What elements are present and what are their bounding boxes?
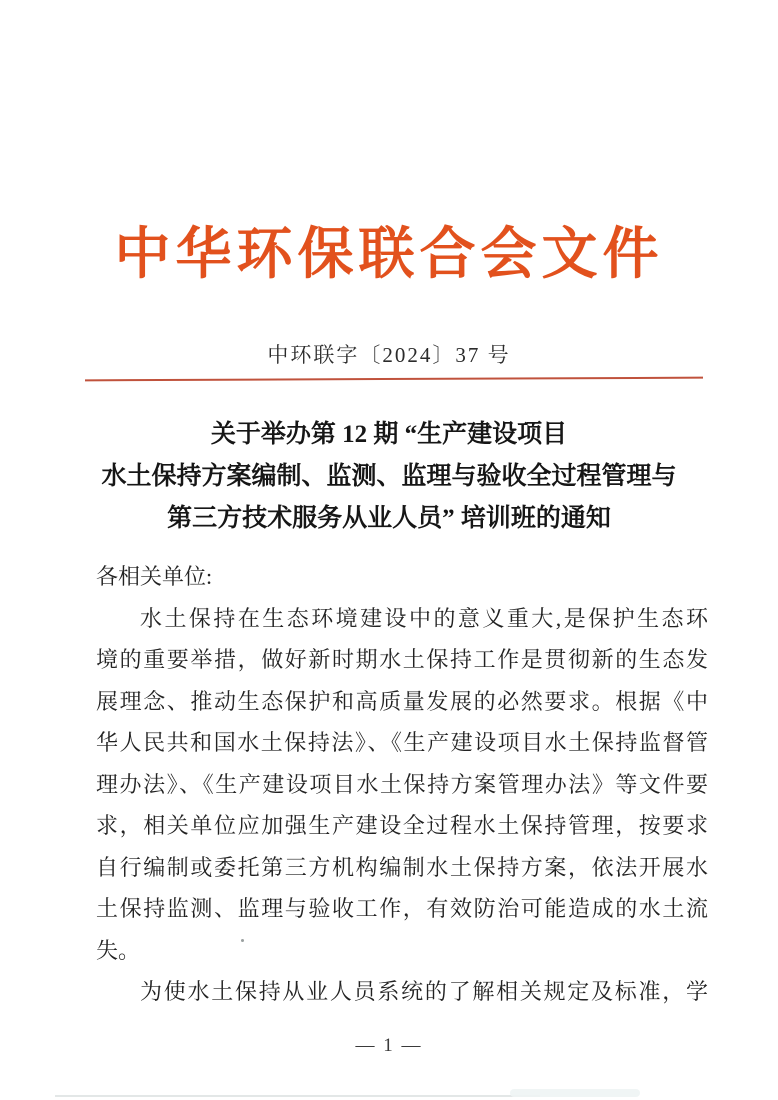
body-line: 失。: [96, 937, 141, 963]
scan-speck: [241, 939, 244, 942]
body-line: 为使水土保持从业人员系统的了解相关规定及标准，学: [140, 979, 708, 1004]
document-body: [96, 556, 708, 1013]
document-title-line: 水土保持方案编制、监测、监理与验收全过程管理与: [101, 463, 677, 490]
body-line: 求，相关单位应加强生产建设全过程水土保持管理，按要求: [96, 813, 708, 838]
document-title-line: 关于举办第 12 期 “生产建设项目: [210, 421, 568, 448]
scan-smudge-artifact: [510, 1089, 640, 1097]
body-line: 自行编制或委托第三方机构编制水土保持方案，依法开展水: [96, 854, 708, 880]
document-header-title: 中华环保联合会文件: [114, 224, 664, 286]
page-number: — 1 —: [355, 1035, 423, 1056]
body-line: 境的重要举措，做好新时期水土保持工作是贯彻新的生态发: [96, 647, 708, 672]
document-title: [60, 414, 718, 540]
body-line: 土保持监测、监理与验收工作，有效防治可能造成的水土流: [96, 896, 708, 921]
body-line: 水土保持在生态环境建设中的意义重大,是保护生态环: [140, 605, 708, 631]
salutation-line: 各相关单位:: [96, 564, 213, 589]
document-title-line: 第三方技术服务从业人员” 培训班的通知: [167, 505, 611, 532]
scan-edge-artifact: [55, 1095, 540, 1097]
body-line: 理办法》、《生产建设项目水土保持方案管理办法》等文件要: [96, 771, 708, 797]
document-number: 中环联字〔2024〕37 号: [267, 343, 511, 367]
body-line: 展理念、推动生态保护和高质量发展的必然要求。根据《中: [96, 688, 708, 714]
body-line: 华人民共和国水土保持法》、《生产建设项目水土保持监督管: [96, 730, 708, 755]
red-divider-line: [85, 377, 703, 382]
